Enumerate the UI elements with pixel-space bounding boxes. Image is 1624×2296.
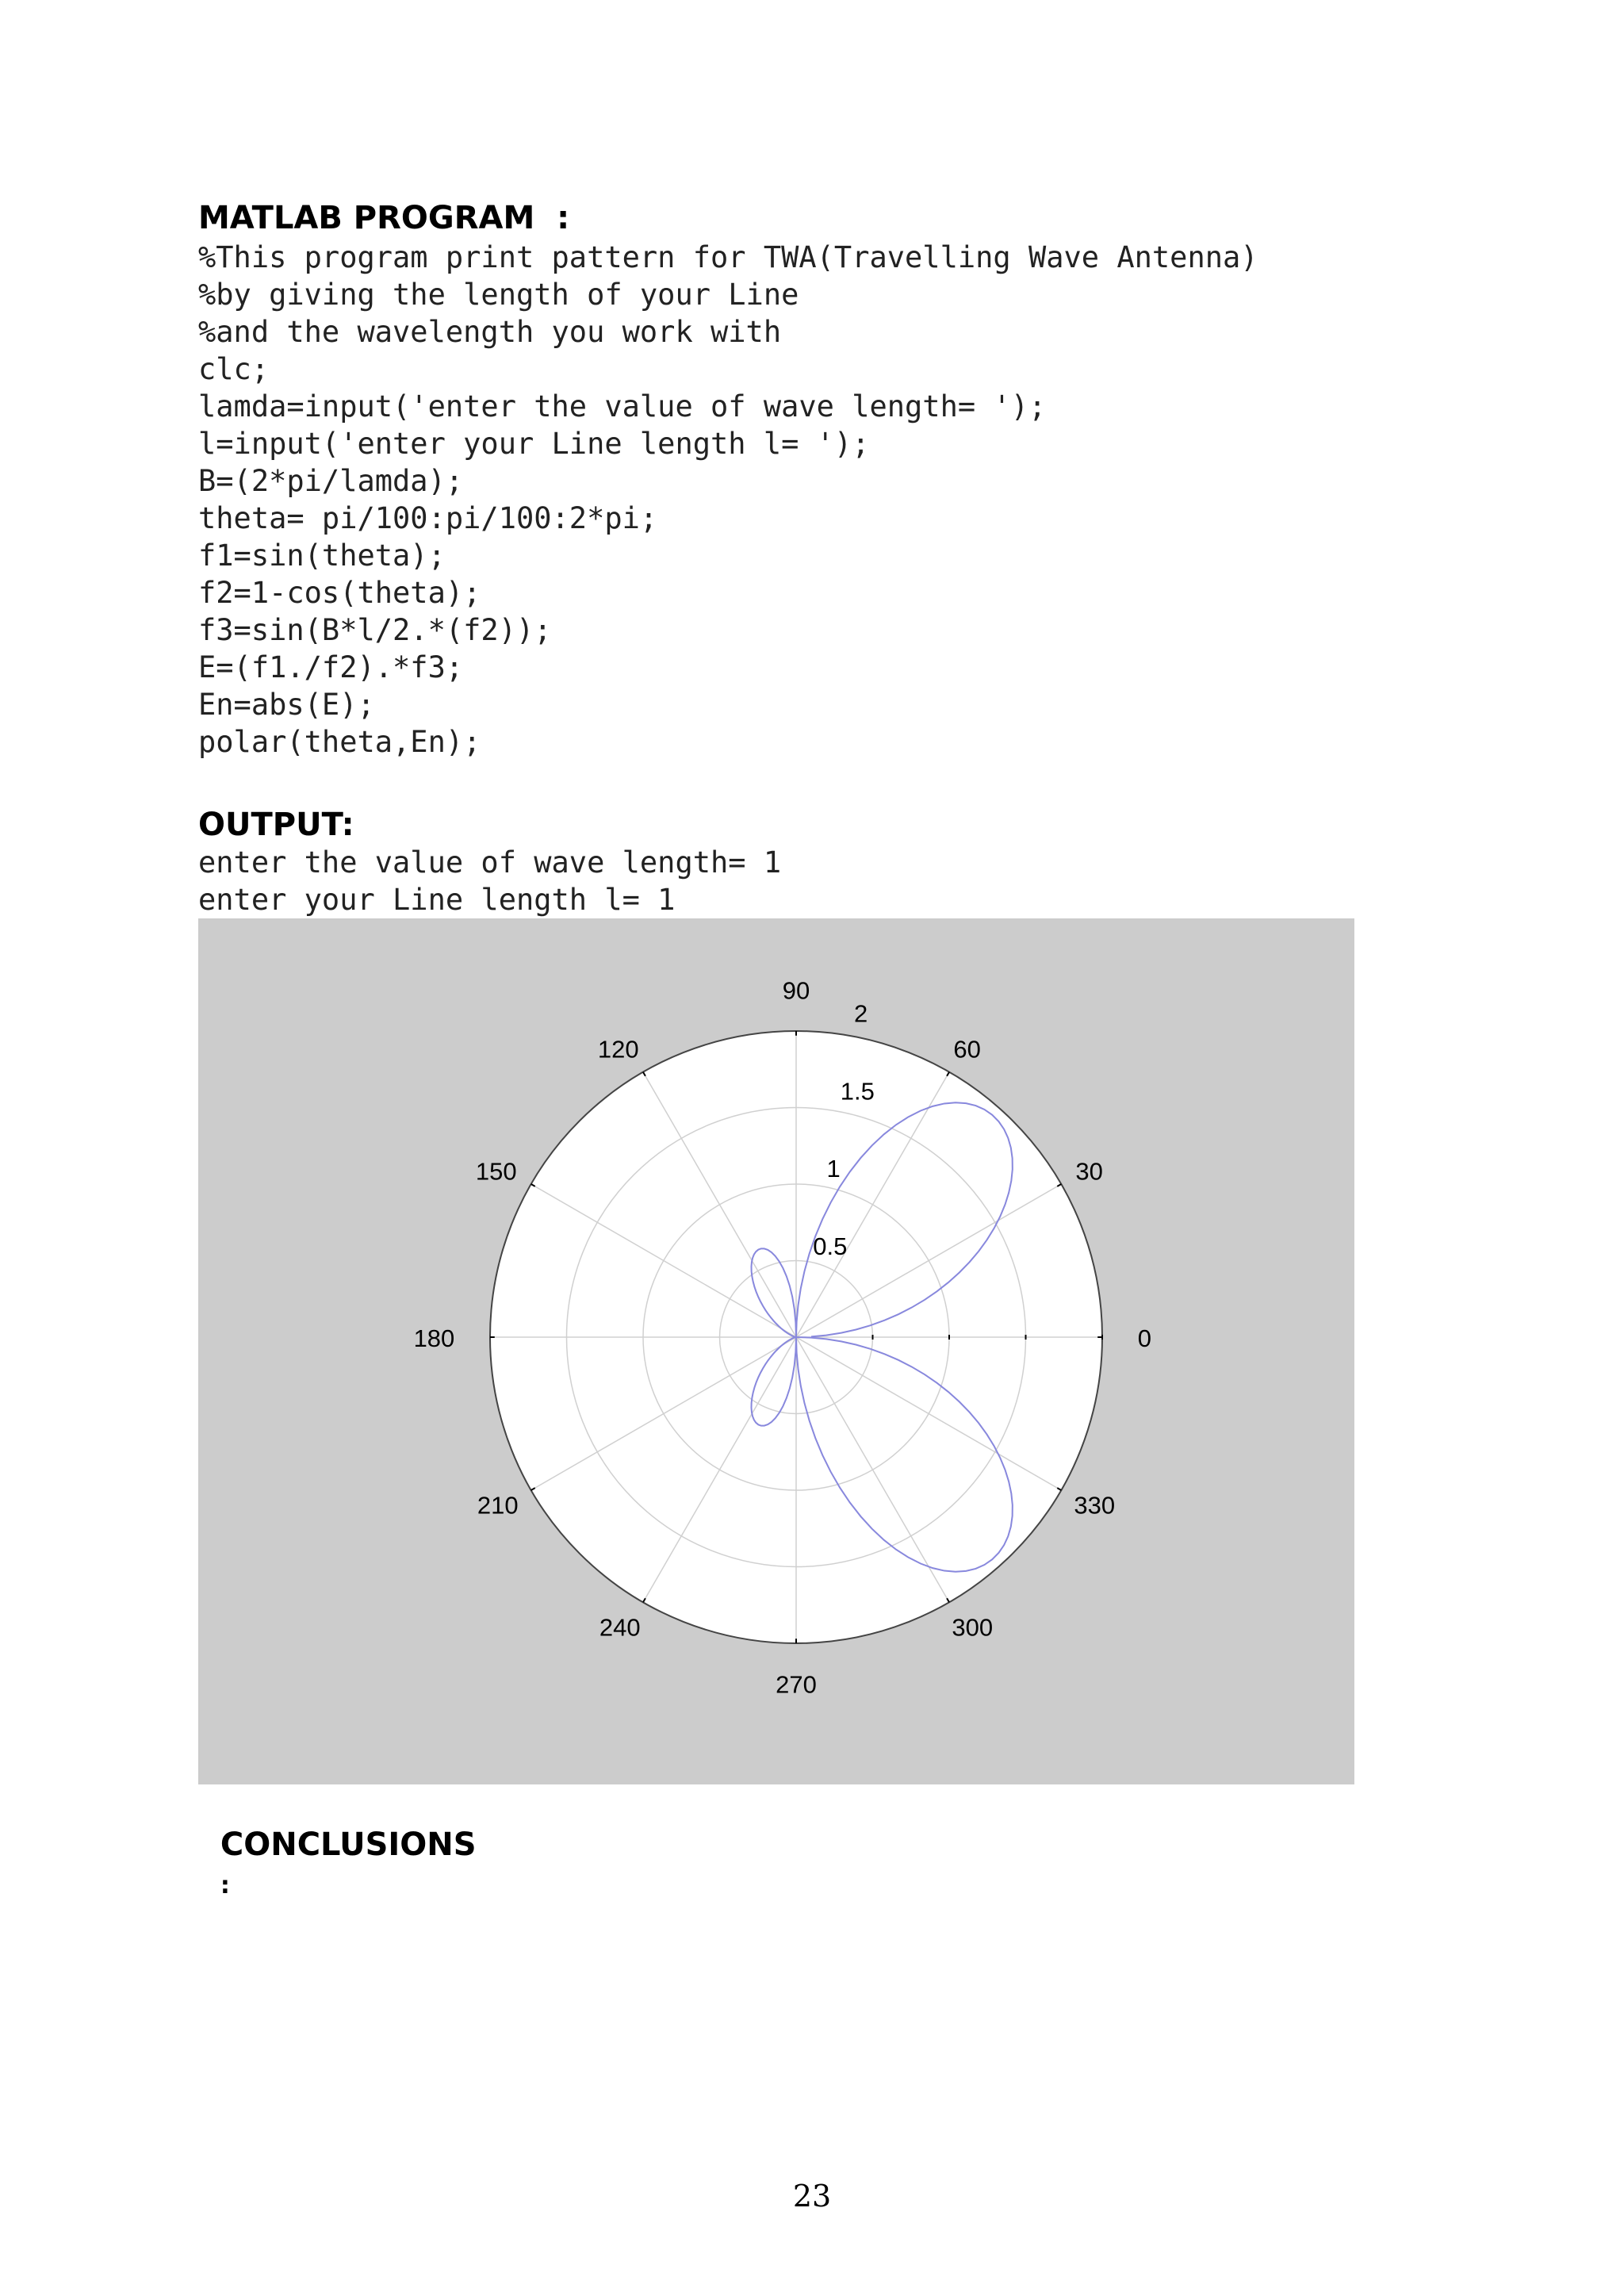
output-heading: OUTPUT: (198, 807, 354, 843)
polar-angle-label: 240 (599, 1613, 641, 1642)
code-line: f1=sin(theta); (198, 539, 446, 573)
conclusions-title: CONCLUSIONS (220, 1826, 477, 1863)
console-output (198, 844, 781, 918)
polar-angle-label: 30 (1075, 1157, 1103, 1186)
polar-angle-label: 0 (1137, 1324, 1151, 1352)
code-line: polar(theta,En); (198, 725, 481, 759)
code-line: clc; (198, 352, 270, 386)
program-heading: MATLAB PROGRAM : (198, 200, 570, 236)
code-line: %This program print pattern for TWA(Travelling Wave Antenna) (198, 240, 1258, 274)
matlab-code-block (198, 239, 1258, 761)
page-number: 23 (792, 2179, 832, 2214)
console-line: enter the value of wave length= 1 (198, 845, 782, 880)
polar-angle-label: 60 (953, 1035, 981, 1064)
code-line: l=input('enter your Line length l= '); (198, 427, 870, 461)
code-line: B=(2*pi/lamda); (198, 464, 464, 498)
conclusions-colon: : (220, 1872, 230, 1899)
polar-angle-label: 270 (776, 1670, 817, 1699)
polar-angle-label: 120 (597, 1035, 639, 1064)
polar-radial-label: 1 (826, 1155, 841, 1183)
code-line: lamda=input('enter the value of wave length= '); (198, 389, 1047, 424)
polar-angle-label: 300 (952, 1613, 994, 1642)
polar-plot-figure (198, 918, 1354, 1784)
code-line: f2=1-cos(theta); (198, 576, 481, 610)
polar-angle-label: 90 (782, 976, 810, 1005)
code-line: E=(f1./f2).*f3; (198, 650, 464, 684)
code-line: theta= pi/100:pi/100:2*pi; (198, 501, 658, 535)
code-line: %by giving the length of your Line (198, 278, 799, 312)
polar-angle-label: 180 (413, 1324, 455, 1352)
code-line: f3=sin(B*l/2.*(f2)); (198, 613, 552, 647)
console-line: enter your Line length l= 1 (198, 883, 676, 917)
polar-plot (198, 918, 1354, 1784)
code-line: %and the wavelength you work with (198, 315, 782, 349)
polar-angle-label: 210 (477, 1491, 519, 1520)
polar-angle-label: 330 (1074, 1491, 1116, 1520)
polar-radial-label: 2 (854, 999, 868, 1028)
polar-angle-label: 150 (475, 1157, 517, 1186)
polar-radial-label: 1.5 (840, 1077, 875, 1106)
polar-radial-label: 0.5 (813, 1232, 848, 1261)
code-line: En=abs(E); (198, 688, 375, 722)
conclusions-heading (198, 1788, 477, 1905)
